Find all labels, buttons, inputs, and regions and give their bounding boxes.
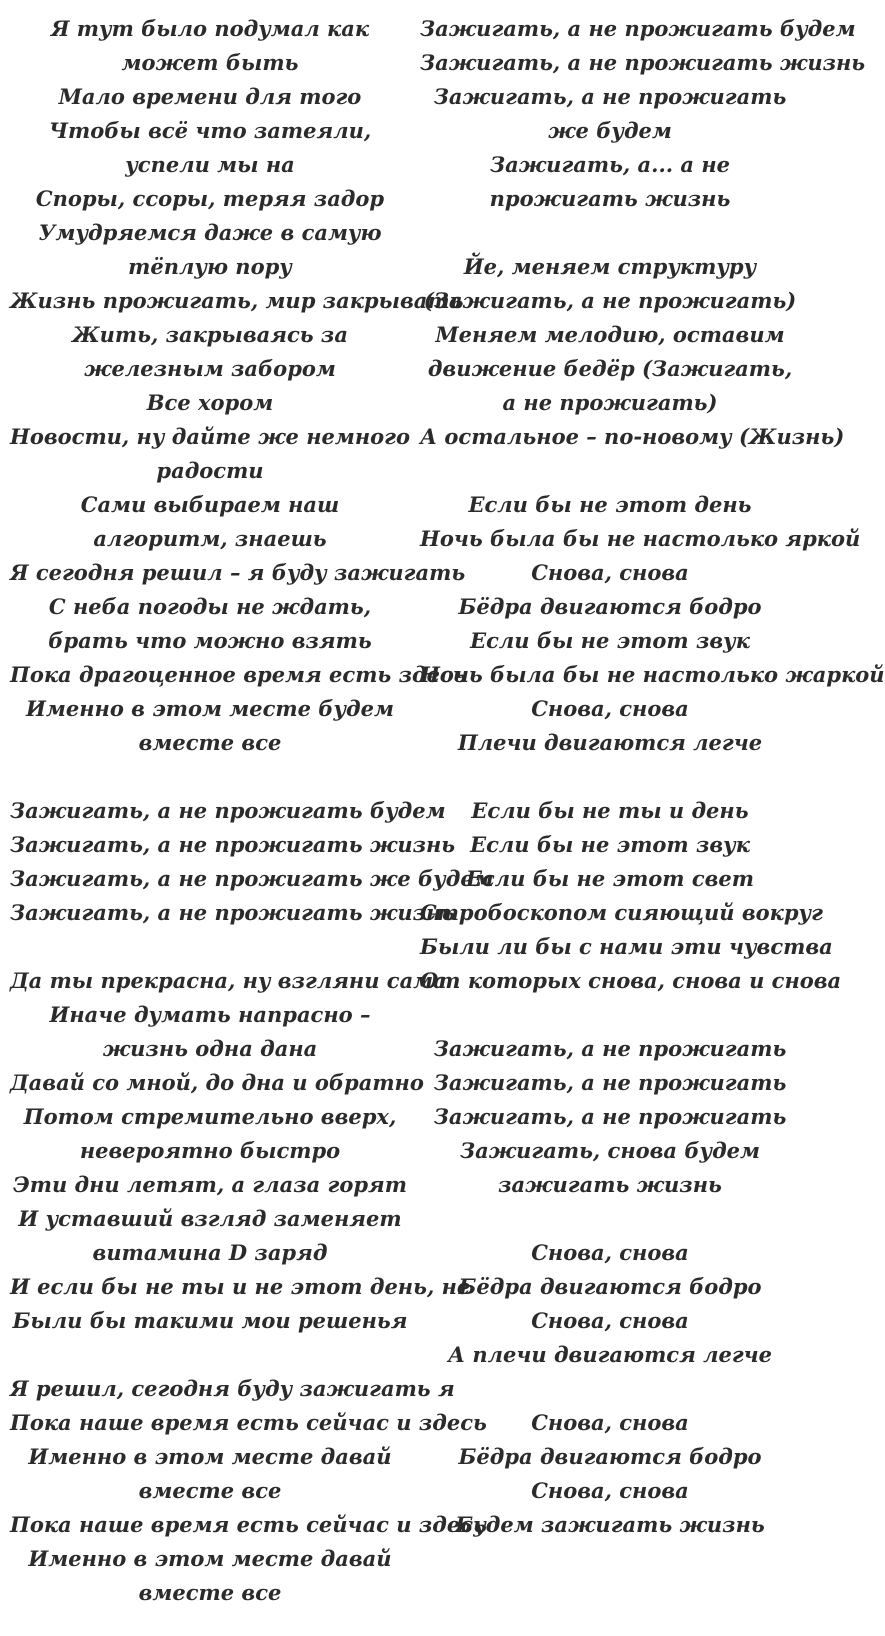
lyric-line: Зажигать, а не прожигать же будем xyxy=(10,866,494,891)
lyric-line: Ночь была бы не настолько жаркой xyxy=(420,662,885,687)
lyric-line: Зажигать, а не прожигать жизнь xyxy=(420,50,866,75)
lyrics-column-right xyxy=(420,12,885,1636)
lyric-line: А остальное – по-новому (Жизнь) xyxy=(420,424,845,449)
lyric-line: Ночь была бы не настолько яркой xyxy=(420,526,861,551)
lyric-line: Умудряемся даже в самую тёплую пору xyxy=(38,220,382,279)
lyric-line: Зажигать, а не прожигать будем xyxy=(10,798,446,823)
lyric-line: Пока наше время есть сейчас и здесь xyxy=(10,1410,487,1435)
lyric-line: Да ты прекрасна, ну взгляни сама xyxy=(10,968,447,993)
lyric-line: Я тут было подумал как может быть xyxy=(50,16,370,75)
lyric-line: Пока наше время есть сейчас и здесь xyxy=(10,1512,487,1537)
lyric-line: Зажигать, а не прожигать xyxy=(433,1070,787,1095)
stanza-break xyxy=(420,1372,800,1406)
lyric-line: Меняем мелодию, оставим движение бедёр (Зажигать, а не прожигать) xyxy=(427,322,793,415)
lyric-line: Пока драгоценное время есть здесь xyxy=(10,662,467,687)
lyric-line: Сами выбираем наш алгоритм, знаешь xyxy=(80,492,340,551)
lyric-line: Зажигать, а не прожигать будем xyxy=(420,16,856,41)
stanza-break xyxy=(420,454,800,488)
lyric-line: Будем зажигать жизнь xyxy=(455,1512,765,1537)
lyric-line: Чтобы всё что затеяли, успели мы на xyxy=(48,118,372,177)
lyric-line: Плечи двигаются легче xyxy=(457,730,763,755)
lyrics-column-left xyxy=(0,12,494,1636)
lyric-line: Снова, снова xyxy=(531,1478,689,1503)
lyric-line: Все хором xyxy=(146,390,274,415)
lyric-line: Если бы не этот свет xyxy=(465,866,755,891)
stanza-break xyxy=(10,930,410,964)
lyric-line: Зажигать, а не прожигать xyxy=(433,1104,787,1129)
stanza-break xyxy=(420,760,800,794)
lyric-line: Снова, снова xyxy=(531,696,689,721)
lyric-line: Снова, снова xyxy=(531,1308,689,1333)
lyric-line: Снова, снова xyxy=(531,1410,689,1435)
lyric-line: Давай со мной, до дна и обратно xyxy=(10,1070,424,1095)
lyric-line: Иначе думать напрасно – жизнь одна дана xyxy=(49,1002,371,1061)
lyric-line: Именно в этом месте давай вместе все xyxy=(28,1444,392,1503)
lyric-line: Если бы не этот день xyxy=(468,492,752,517)
lyric-line: Потом стремительно вверх, невероятно быстро xyxy=(23,1104,397,1163)
lyric-line: Снова, снова xyxy=(531,560,689,585)
stanza-break xyxy=(420,216,800,250)
lyric-line: Были бы такими мои решенья xyxy=(12,1308,408,1333)
lyric-line: И уставший взгляд заменяет витамина D заряд xyxy=(18,1206,402,1265)
lyric-line: Я сегодня решил – я буду зажигать xyxy=(10,560,466,585)
lyric-line: Если бы не ты и день xyxy=(471,798,749,823)
lyric-line: Споры, ссоры, теряя задор xyxy=(35,186,385,211)
lyric-line: Зажигать, а не прожигать же будем xyxy=(433,84,787,143)
lyric-line: С неба погоды не ждать, брать что можно взять xyxy=(48,594,372,653)
lyric-line: Я решил, сегодня буду зажигать я xyxy=(10,1376,455,1401)
lyric-line: Мало времени для того xyxy=(58,84,362,109)
stanza-break xyxy=(420,998,800,1032)
lyric-line: Стробоскопом сияющий вокруг xyxy=(420,900,823,925)
lyric-line: Бёдра двигаются бодро xyxy=(458,594,762,619)
lyric-line: Новости, ну дайте же немного радости xyxy=(10,424,410,483)
lyric-line: А плечи двигаются легче xyxy=(447,1342,773,1367)
stanza-break xyxy=(420,1202,800,1236)
lyric-line: Жить, закрываясь за железным забором xyxy=(72,322,348,381)
lyric-line: Если бы не этот звук xyxy=(470,628,750,653)
lyric-line: Зажигать, а не прожигать жизнь xyxy=(10,900,456,925)
lyric-line: Если бы не этот звук xyxy=(470,832,750,857)
lyric-line: Жизнь прожигать, мир закрывать xyxy=(10,288,464,313)
lyric-line: От которых снова, снова и снова xyxy=(420,968,842,993)
lyric-line: И если бы не ты и не этот день, не xyxy=(10,1274,471,1299)
stanza-break xyxy=(10,760,410,794)
lyric-line: Йе, меняем структуру (Зажигать, а не прожигать) xyxy=(423,254,797,313)
lyric-line: Зажигать, а не прожигать xyxy=(433,1036,787,1061)
lyric-line: Были ли бы с нами эти чувства xyxy=(420,934,833,959)
stanza-break xyxy=(10,1338,410,1372)
lyric-line: Именно в этом месте давай вместе все xyxy=(28,1546,392,1605)
lyric-line: Зажигать, а не прожигать жизнь xyxy=(10,832,456,857)
lyric-line: Зажигать, снова будем зажигать жизнь xyxy=(459,1138,761,1197)
lyric-line: Снова, снова xyxy=(531,1240,689,1265)
lyric-line: Именно в этом месте будем вместе все xyxy=(26,696,394,755)
lyric-line: Бёдра двигаются бодро xyxy=(458,1274,762,1299)
lyric-line: Бёдра двигаются бодро xyxy=(458,1444,762,1469)
lyric-line: Зажигать, а... а не прожигать жизнь xyxy=(489,152,731,211)
lyric-line: Эти дни летят, а глаза горят xyxy=(13,1172,407,1197)
